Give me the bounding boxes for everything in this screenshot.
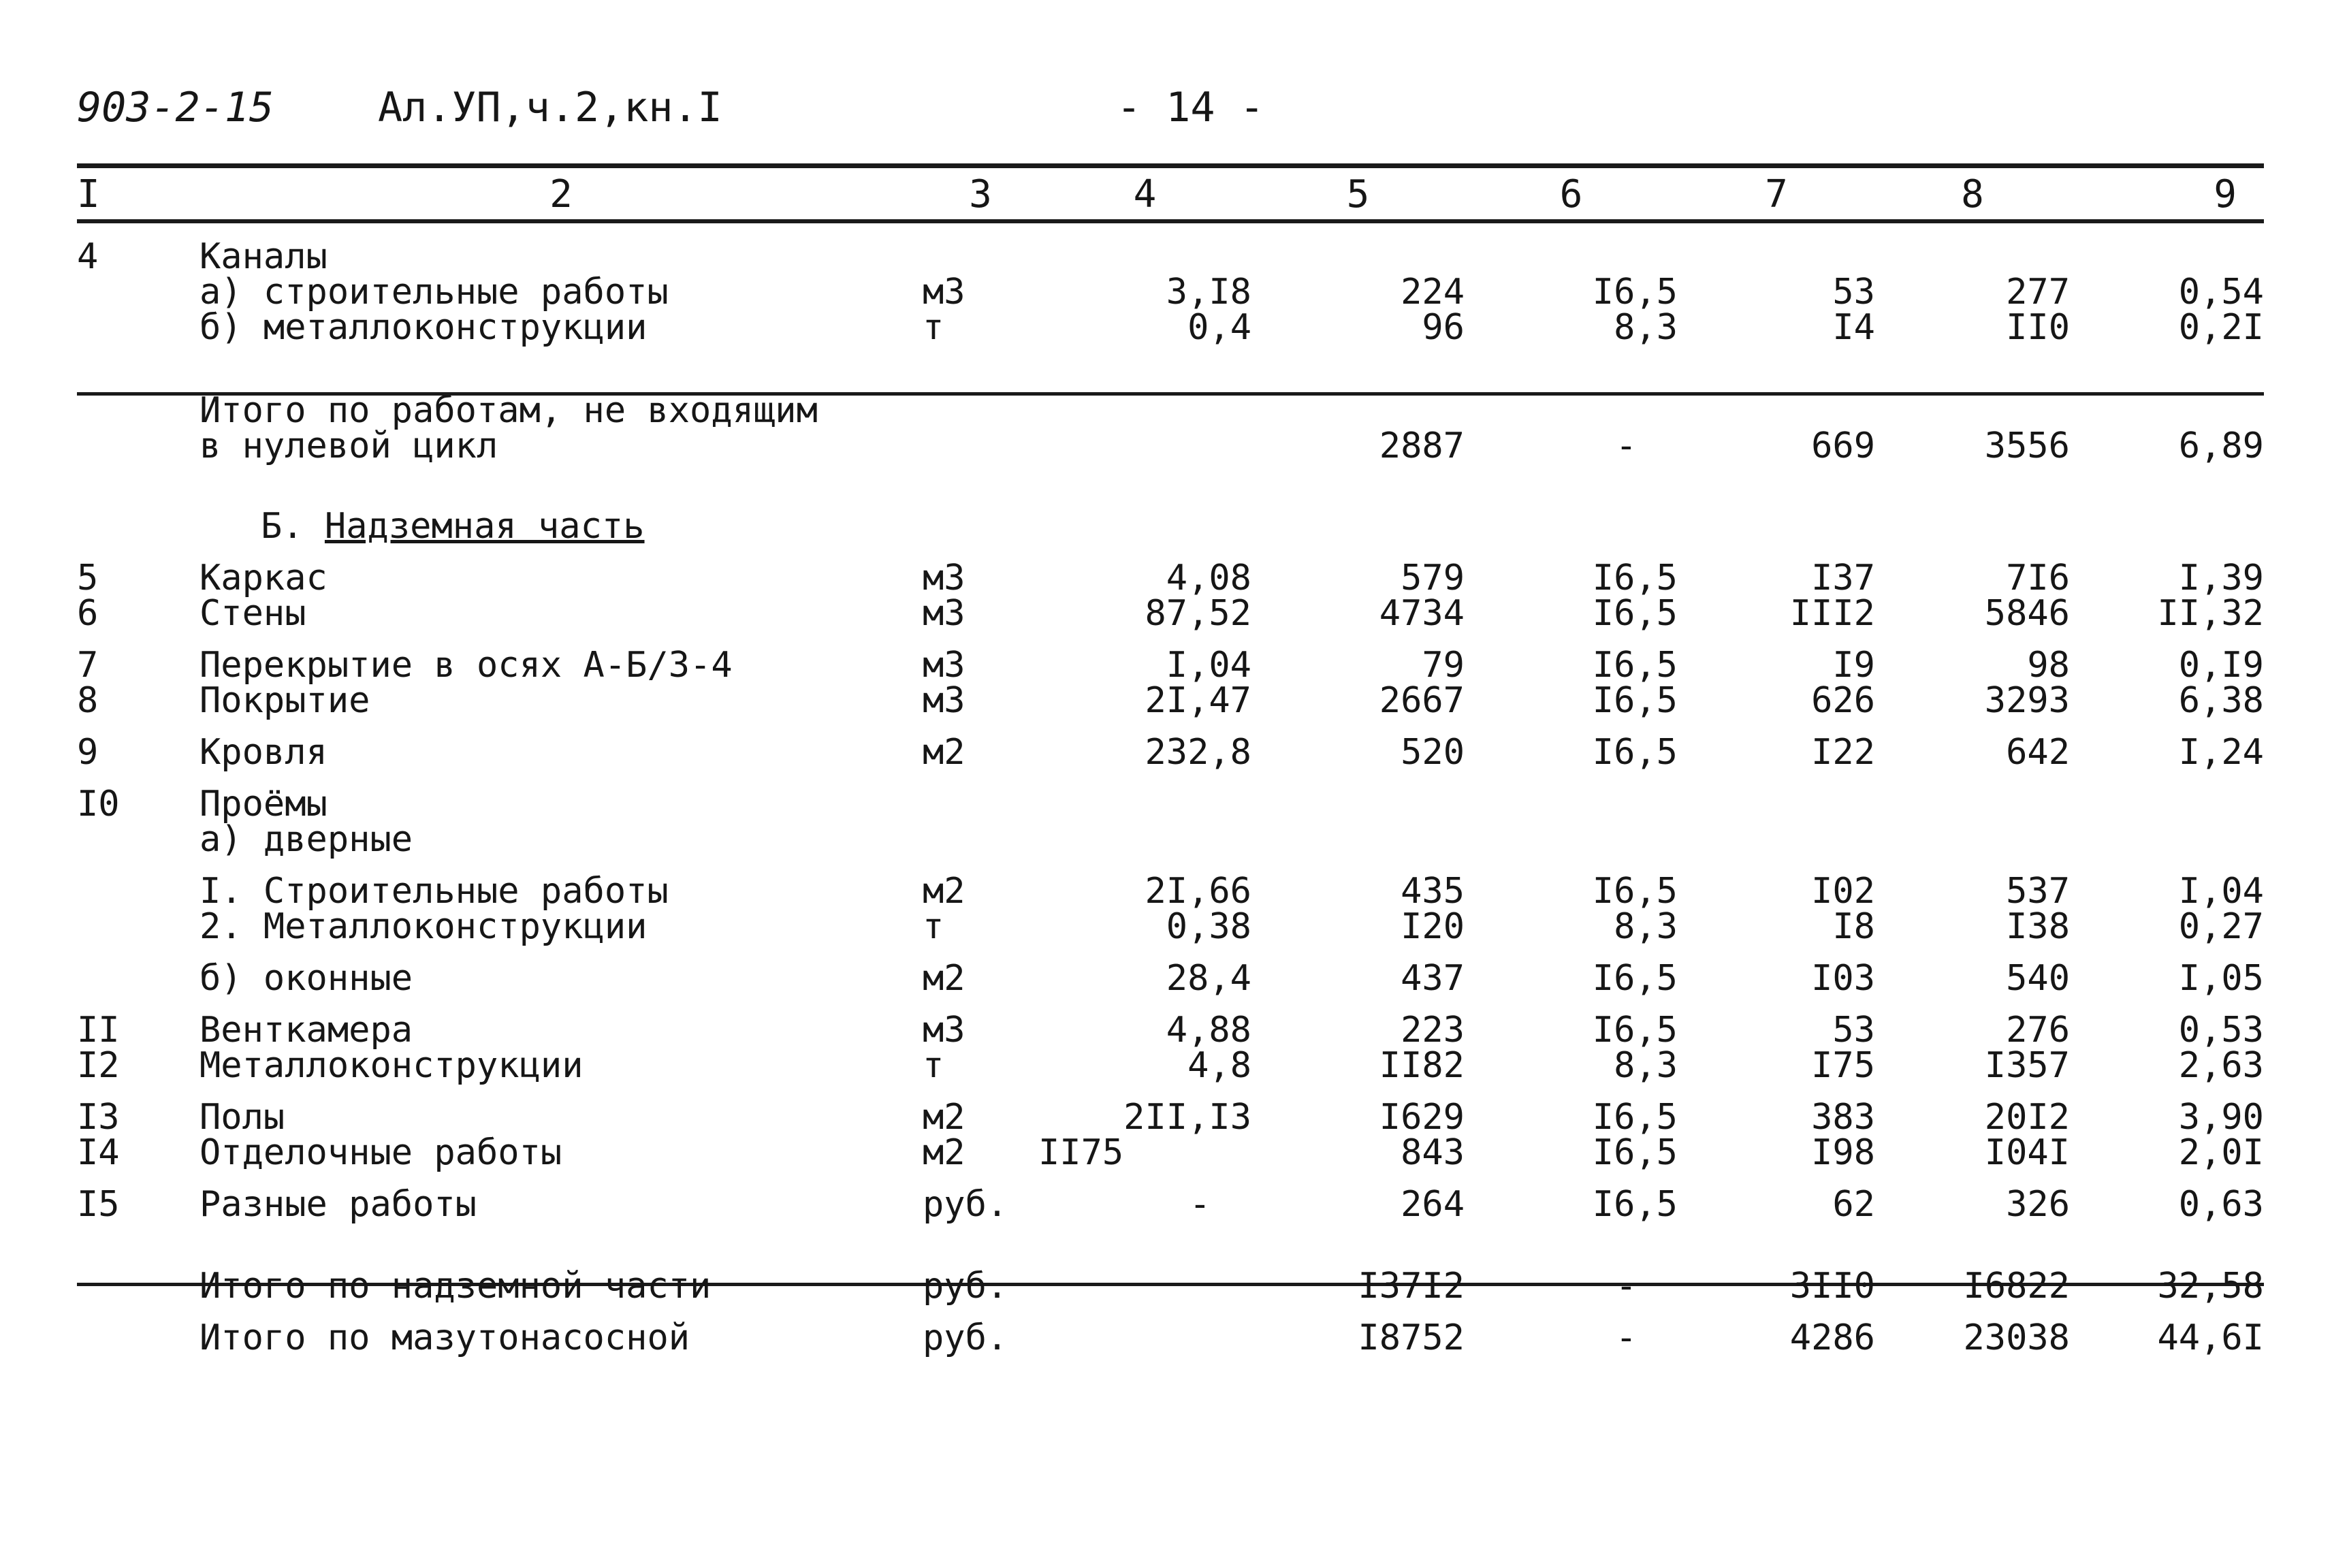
section-title: Надземная часть: [324, 506, 645, 547]
row-unit: руб.: [923, 1184, 1008, 1225]
total-label: Итого по надземной части: [199, 1266, 712, 1307]
row-number: 8: [77, 680, 99, 721]
row-number: I5: [77, 1184, 120, 1225]
subtotal-label-line1: Итого по работам, не входящим: [199, 390, 818, 431]
row-c9: I,04: [2178, 871, 2264, 912]
row-c8: II0: [2006, 307, 2070, 348]
row-c7: I9: [1832, 645, 1875, 686]
row-name: I. Строительные работы: [199, 871, 669, 912]
row-c5: 223: [1401, 1010, 1465, 1051]
col-header-8: 8: [1961, 172, 1984, 217]
row-c4: -: [1189, 1184, 1211, 1225]
row-c5: 437: [1401, 958, 1465, 999]
table-row: [77, 909, 2264, 944]
total-label: Итого по мазутонасосной: [199, 1317, 690, 1358]
table-row: [77, 274, 2264, 310]
row-unit: м3: [923, 680, 965, 721]
total-c9: 44,6I: [2157, 1317, 2264, 1358]
table-row: [77, 544, 2264, 596]
row-c4: 2I,66: [1145, 871, 1251, 912]
row-unit: м3: [923, 1010, 965, 1051]
row-c4: 2II,I3: [1123, 1097, 1251, 1138]
subtotal-c7: 669: [1811, 426, 1875, 466]
row-unit: т: [923, 307, 944, 348]
row-c6: I6,5: [1592, 1010, 1678, 1051]
row-c7: 53: [1832, 1010, 1875, 1051]
album-reference: Ал.УП,ч.2,кн.I: [378, 84, 722, 131]
table-row: [77, 683, 2264, 718]
row-name: Металлоконструкции: [199, 1045, 584, 1086]
row-c8: 326: [2006, 1184, 2070, 1225]
row-c4: 4,88: [1166, 1010, 1251, 1051]
row-c9: 0,53: [2178, 1010, 2264, 1051]
row-name: б) оконные: [199, 958, 413, 999]
section-heading-row: [77, 464, 2264, 544]
row-c7: I8: [1832, 906, 1875, 947]
row-c6: 8,3: [1614, 906, 1678, 947]
row-number: I4: [77, 1132, 120, 1173]
row-name: а) строительные работы: [199, 272, 669, 313]
subtotal-c9: 6,89: [2178, 426, 2264, 466]
row-c4: 4,8: [1187, 1045, 1251, 1086]
row-c4: 2I,47: [1145, 680, 1251, 721]
row-c4: II75: [1038, 1132, 1124, 1173]
total-c6: -: [1615, 1266, 1637, 1307]
row-unit: м2: [923, 958, 965, 999]
row-c6: 8,3: [1614, 307, 1678, 348]
row-number: 5: [77, 558, 99, 598]
row-c7: I22: [1811, 732, 1875, 773]
row-c8: 277: [2006, 272, 2070, 313]
row-number: I3: [77, 1097, 120, 1138]
row-c6: 8,3: [1614, 1045, 1678, 1086]
row-c7: I37: [1811, 558, 1875, 598]
row-c6: I6,5: [1592, 958, 1678, 999]
total-c8: 23038: [1963, 1317, 2070, 1358]
col-header-3: 3: [969, 172, 992, 217]
page-number: - 14 -: [1117, 84, 1264, 131]
total-c8: I6822: [1963, 1266, 2070, 1307]
row-name: Кровля: [199, 732, 328, 773]
total-c5: I37I2: [1358, 1266, 1465, 1307]
row-c9: 0,I9: [2178, 645, 2264, 686]
col-header-5: 5: [1346, 172, 1370, 217]
document-code: 903-2-15: [77, 84, 274, 131]
row-c4: 3,I8: [1166, 272, 1251, 313]
row-c6: I6,5: [1592, 1132, 1678, 1173]
col-header-2: 2: [549, 172, 573, 217]
row-c6: I6,5: [1592, 593, 1678, 634]
row-number: I0: [77, 784, 120, 825]
total-c5: I8752: [1358, 1317, 1465, 1358]
row-c5: I629: [1379, 1097, 1465, 1138]
row-c4: 4,08: [1166, 558, 1251, 598]
table-row: [77, 1048, 2264, 1083]
row-name: Отделочные работы: [199, 1132, 562, 1173]
row-c8: 5846: [1984, 593, 2070, 634]
cost-table: [77, 173, 2264, 1356]
row-c4: I,04: [1166, 645, 1251, 686]
row-c6: I6,5: [1592, 645, 1678, 686]
subtotal-label-line2: в нулевой цикл: [199, 426, 498, 466]
row-unit: м2: [923, 1132, 965, 1173]
row-c4: 0,38: [1166, 906, 1251, 947]
row-c5: 843: [1401, 1132, 1465, 1173]
table-row: [77, 216, 2264, 274]
table-row: [77, 718, 2264, 770]
row-c9: II,32: [2157, 593, 2264, 634]
col-header-1: I: [77, 172, 100, 217]
row-number: 6: [77, 593, 99, 634]
row-unit: т: [923, 1045, 944, 1086]
row-c5: 520: [1401, 732, 1465, 773]
table-row: [77, 822, 2264, 857]
row-unit: м3: [923, 593, 965, 634]
row-c7: 62: [1832, 1184, 1875, 1225]
row-c9: 3,90: [2178, 1097, 2264, 1138]
row-unit: м3: [923, 558, 965, 598]
row-c8: 537: [2006, 871, 2070, 912]
table-row: [77, 996, 2264, 1048]
row-c7: I03: [1811, 958, 1875, 999]
row-name: Разные работы: [199, 1184, 477, 1225]
row-number: I2: [77, 1045, 120, 1086]
row-c8: I38: [2006, 906, 2070, 947]
row-name: Каркас: [199, 558, 328, 598]
row-number: 9: [77, 732, 99, 773]
row-number: 7: [77, 645, 99, 686]
col-header-6: 6: [1559, 172, 1583, 217]
row-c6: I6,5: [1592, 680, 1678, 721]
row-c5: 96: [1422, 307, 1465, 348]
total-row: [77, 1304, 2264, 1356]
total-c9: 32,58: [2157, 1266, 2264, 1307]
row-c8: 540: [2006, 958, 2070, 999]
subtotal-c8: 3556: [1984, 426, 2070, 466]
row-c9: I,39: [2178, 558, 2264, 598]
row-c5: II82: [1379, 1045, 1465, 1086]
row-c9: 0,2I: [2178, 307, 2264, 348]
row-c6: I6,5: [1592, 272, 1678, 313]
row-c9: I,05: [2178, 958, 2264, 999]
row-c7: I02: [1811, 871, 1875, 912]
row-c5: 2667: [1379, 680, 1465, 721]
row-c9: I,24: [2178, 732, 2264, 773]
row-c8: 7I6: [2006, 558, 2070, 598]
total-c6: -: [1615, 1317, 1637, 1358]
row-unit: м2: [923, 871, 965, 912]
row-c5: I20: [1401, 906, 1465, 947]
table-row: [77, 631, 2264, 683]
row-c6: I6,5: [1592, 732, 1678, 773]
row-c7: 53: [1832, 272, 1875, 313]
table-row: [77, 1170, 2264, 1222]
row-c6: I6,5: [1592, 871, 1678, 912]
column-header-row: [77, 173, 2264, 216]
row-c4: 87,52: [1145, 593, 1251, 634]
subtotal-c6: -: [1615, 426, 1637, 466]
table-row: [77, 1135, 2264, 1170]
subtotal-row: [77, 428, 2264, 464]
subtotal-c5: 2887: [1379, 426, 1465, 466]
total-unit: руб.: [923, 1317, 1008, 1358]
row-c4: 232,8: [1145, 732, 1251, 773]
col-header-4: 4: [1133, 172, 1157, 217]
row-c7: 383: [1811, 1097, 1875, 1138]
row-unit: т: [923, 906, 944, 947]
row-c8: 3293: [1984, 680, 2070, 721]
row-name: Венткамера: [199, 1010, 413, 1051]
table-row: [77, 857, 2264, 909]
row-c9: 2,0I: [2178, 1132, 2264, 1173]
total-c7: 3II0: [1789, 1266, 1875, 1307]
row-c9: 0,54: [2178, 272, 2264, 313]
row-name: Покрытие: [199, 680, 370, 721]
row-c5: 4734: [1379, 593, 1465, 634]
row-name: 2. Металлоконструкции: [199, 906, 648, 947]
row-c5: 435: [1401, 871, 1465, 912]
row-unit: м2: [923, 1097, 965, 1138]
row-c6: I6,5: [1592, 1097, 1678, 1138]
total-row: [77, 1222, 2264, 1304]
row-name: Каналы: [199, 236, 328, 277]
top-rule: [77, 163, 2264, 168]
table-row: [77, 310, 2264, 345]
row-c9: 6,38: [2178, 680, 2264, 721]
row-c5: 264: [1401, 1184, 1465, 1225]
row-c8: 98: [2027, 645, 2070, 686]
total-unit: руб.: [923, 1266, 1008, 1307]
row-subheading: а) дверные: [199, 819, 413, 860]
row-unit: м3: [923, 272, 965, 313]
row-c8: I357: [1984, 1045, 2070, 1086]
col-header-9: 9: [2214, 172, 2237, 217]
row-c4: 28,4: [1166, 958, 1251, 999]
row-name: Полы: [199, 1097, 285, 1138]
row-name: Перекрытие в осях А-Б/З-4: [199, 645, 733, 686]
row-c5: 79: [1422, 645, 1465, 686]
row-c8: 642: [2006, 732, 2070, 773]
row-unit: м2: [923, 732, 965, 773]
row-c7: 626: [1811, 680, 1875, 721]
row-name: б) металлоконструкции: [199, 307, 648, 348]
table-row: [77, 596, 2264, 631]
row-c9: 2,63: [2178, 1045, 2264, 1086]
row-unit: м3: [923, 645, 965, 686]
row-c8: 20I2: [1984, 1097, 2070, 1138]
row-c9: 0,27: [2178, 906, 2264, 947]
row-number: II: [77, 1010, 120, 1051]
row-c7: I98: [1811, 1132, 1875, 1173]
row-number: 4: [77, 236, 99, 277]
row-c8: 276: [2006, 1010, 2070, 1051]
row-name: Проёмы: [199, 784, 328, 825]
row-c6: I6,5: [1592, 1184, 1678, 1225]
row-name: Стены: [199, 593, 306, 634]
table-row: [77, 1083, 2264, 1135]
row-c4: 0,4: [1187, 307, 1251, 348]
col-header-7: 7: [1765, 172, 1788, 217]
section-heading: Б. Надземная часть: [261, 506, 645, 547]
row-c8: I04I: [1984, 1132, 2070, 1173]
table-row: [77, 944, 2264, 996]
row-c6: I6,5: [1592, 558, 1678, 598]
total-c7: 4286: [1789, 1317, 1875, 1358]
table-row: [77, 770, 2264, 822]
subtotal-row: [77, 345, 2264, 428]
row-c5: 579: [1401, 558, 1465, 598]
row-c7: I75: [1811, 1045, 1875, 1086]
row-c5: 224: [1401, 272, 1465, 313]
row-c7: III2: [1789, 593, 1875, 634]
row-c9: 0,63: [2178, 1184, 2264, 1225]
row-c7: I4: [1832, 307, 1875, 348]
